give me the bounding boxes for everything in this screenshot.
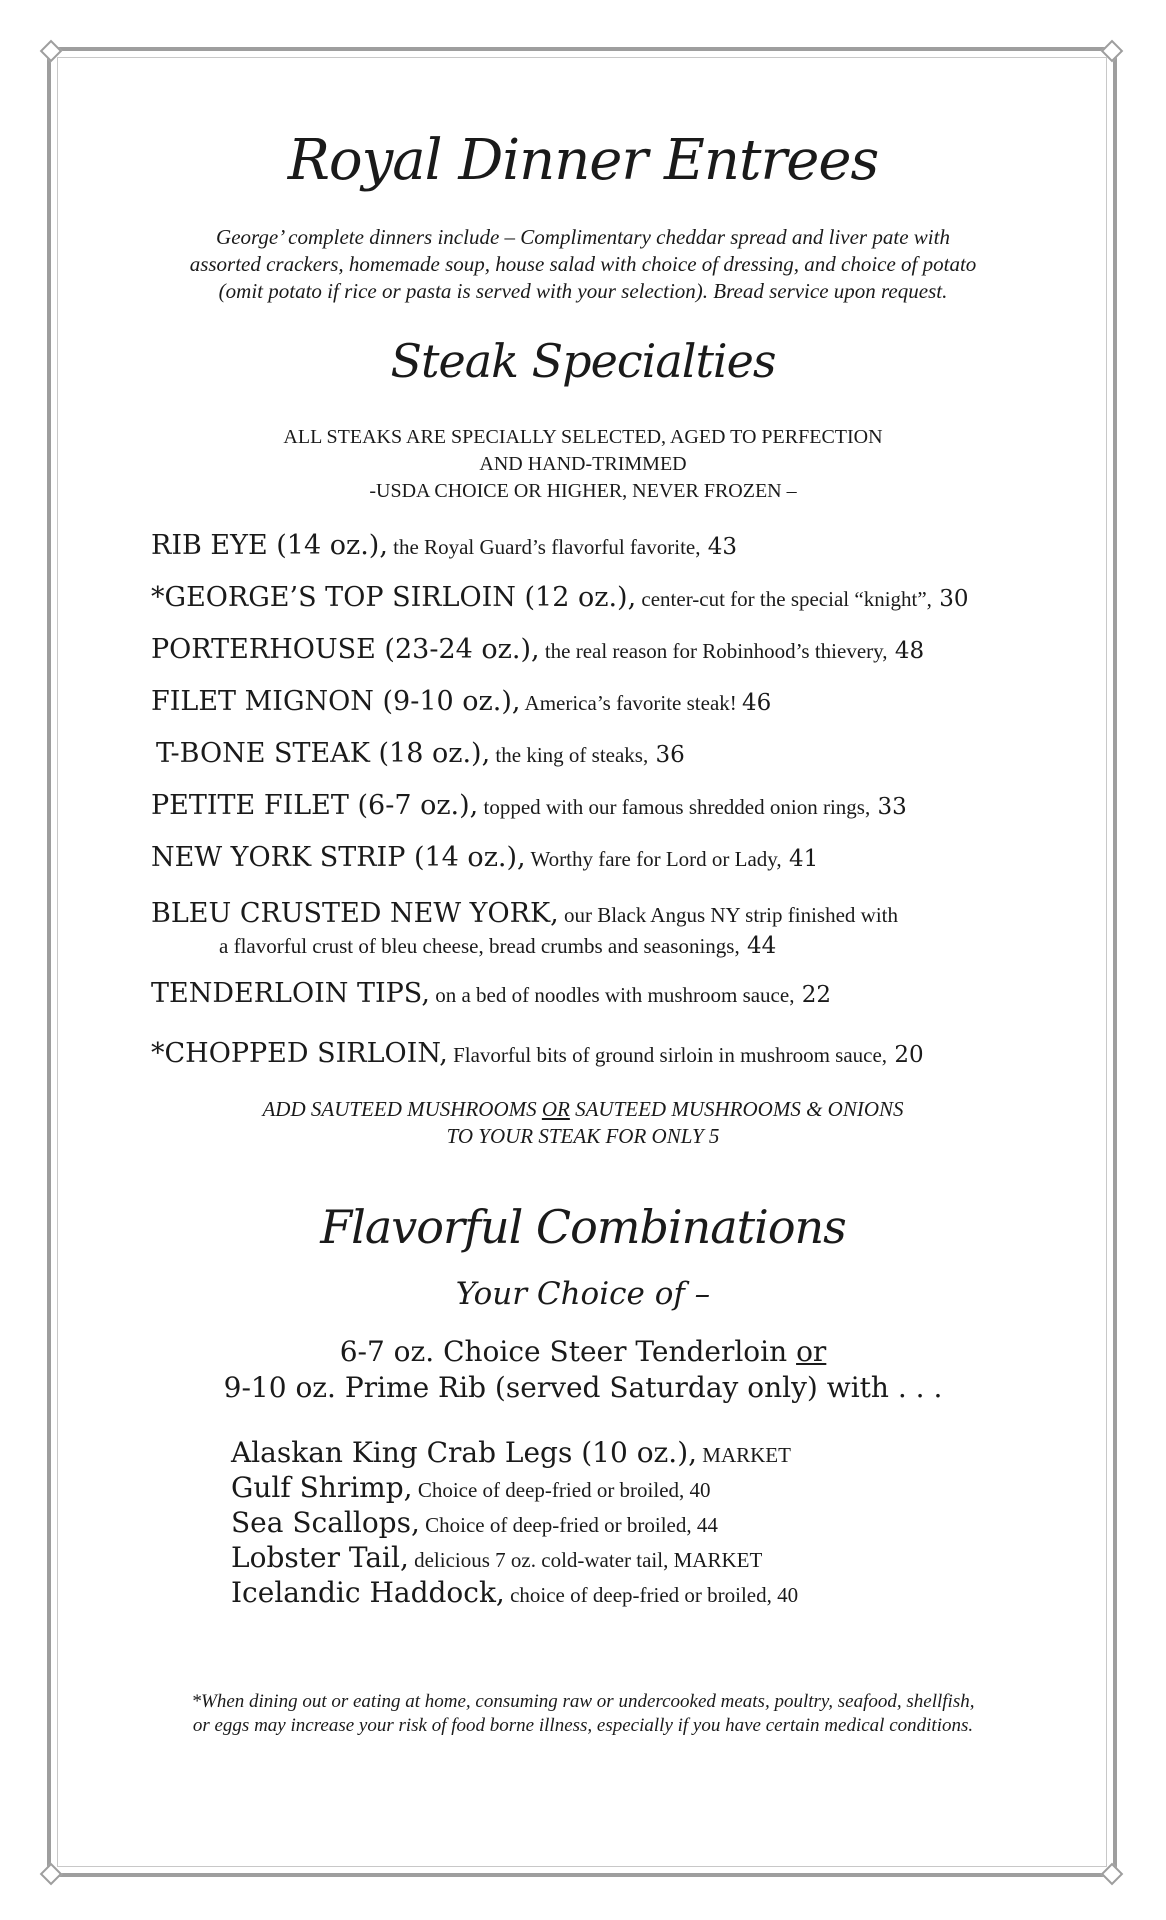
- combo-item: Alaskan King Crab Legs (10 oz.), MARKET: [231, 1436, 791, 1469]
- menu-item: RIB EYE (14 oz.), the Royal Guard’s flavorful favorite, 43: [151, 530, 738, 561]
- addon-note: ADD SAUTEED MUSHROOMS OR SAUTEED MUSHROOMS & ONIONS TO YOUR STEAK FOR ONLY 5: [262, 1097, 904, 1148]
- combos-heading: Flavorful Combinations: [320, 1200, 846, 1254]
- menu-item: PETITE FILET (6-7 oz.), topped with our famous shredded onion rings, 33: [151, 790, 907, 821]
- menu-item: TENDERLOIN TIPS, on a bed of noodles with mushroom sauce, 22: [151, 978, 832, 1009]
- combo-item: Icelandic Haddock, choice of deep-fried or broiled, 40: [231, 1576, 799, 1609]
- health-disclaimer: *When dining out or eating at home, consuming raw or undercooked meats, poultry, seafood, shellfish, or eggs may increase your risk of food borne illness, especially if you have certain medical conditions.: [191, 1691, 975, 1736]
- menu-item: BLEU CRUSTED NEW YORK, our Black Angus NY strip finished with: [151, 898, 898, 929]
- combos-choice: 6-7 oz. Choice Steer Tenderloin or 9-10 oz. Prime Rib (served Saturday only) with . . .: [223, 1335, 943, 1404]
- combo-item: Lobster Tail, delicious 7 oz. cold-water tail, MARKET: [231, 1541, 763, 1574]
- page-title: Royal Dinner Entrees: [287, 128, 879, 193]
- intro-text: George’ complete dinners include – Complimentary cheddar spread and liver pate with assorted crackers, homemade soup, house salad with choice of dressing, and choice of potato (omit potato if rice or pasta is served with your selection). Bread service upon request.: [189, 225, 977, 303]
- menu-item: PORTERHOUSE (23-24 oz.), the real reason for Robinhood’s thievery, 48: [151, 634, 925, 665]
- combos-subheading: Your Choice of –: [455, 1276, 711, 1312]
- steak-note: ALL STEAKS ARE SPECIALLY SELECTED, AGED TO PERFECTION AND HAND-TRIMMED -USDA CHOICE OR HIGHER, NEVER FROZEN –: [283, 426, 883, 502]
- menu-item: *CHOPPED SIRLOIN, Flavorful bits of ground sirloin in mushroom sauce, 20: [151, 1038, 924, 1069]
- menu-item: NEW YORK STRIP (14 oz.), Worthy fare for Lord or Lady, 41: [151, 842, 819, 873]
- menu-item: T-BONE STEAK (18 oz.), the king of steaks, 36: [156, 738, 685, 769]
- menu-item: *GEORGE’S TOP SIRLOIN (12 oz.), center-cut for the special “knight”, 30: [151, 582, 969, 613]
- combo-item: Sea Scallops, Choice of deep-fried or broiled, 44: [231, 1506, 718, 1539]
- steak-heading: Steak Specialties: [390, 334, 776, 388]
- menu-item: FILET MIGNON (9-10 oz.), America’s favorite steak! 46: [151, 686, 772, 717]
- combo-item: Gulf Shrimp, Choice of deep-fried or broiled, 40: [231, 1471, 711, 1504]
- menu-item-continuation: a flavorful crust of bleu cheese, bread crumbs and seasonings, 44: [219, 933, 777, 959]
